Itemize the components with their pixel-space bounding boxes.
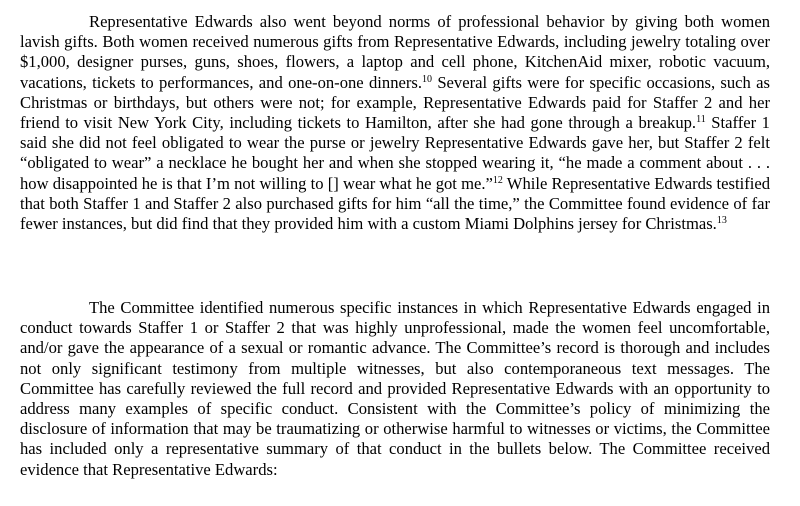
paragraph-text: Representative Edwards also went beyond norms of professional behavior by giving both women lavish gifts. Both women received numerous gifts from Representative Edwards, including jewelry totaling over $1,000, designer purses, guns, shoes, flowers, a laptop and cell phone, KitchenAid mixer, robotic vacuum, vacations, tickets to performances, and one-on-one dinners.	[20, 12, 770, 92]
paragraph-text: The Committee identified numerous specific instances in which Representative Edwards engaged in conduct towards Staffer 1 or Staffer 2 that was highly unprofessional, made the women feel uncomfortable, and/or gave the appearance of a sexual or romantic advance. The Committee’s record is thorough and includes not only significant testimony from multiple witnesses, but also contemporaneous text messages. The Committee has carefully reviewed the full record and provided Representative Edwards with an opportunity to address many examples of specific conduct. Consistent with the Committee’s policy of minimizing the disclosure of information that may be traumatizing or otherwise harmful to witnesses or victims, the Committee has included only a representative summary of that conduct in the bullets below. The Committee received evidence that Representative Edwards:	[20, 298, 770, 479]
paragraph-text: Staffer 1 said she did not feel obligated to wear the purse or jewelry Representative Edwards gave her, but Staffer 2 felt “obligated to wear” a necklace he bought her and when she stopped wearing it, “he made a comment about . . . how disappointed he is that I’m not willing to [] wear what he got me.”	[20, 113, 770, 193]
paragraph-text: While Representative Edwards testified that both Staffer 1 and Staffer 2 also purchased gifts for him “all the time,” the Committee found evidence of far fewer instances, but did find that they provided him with a custom Miami Dolphins jersey for Christmas.	[20, 173, 770, 234]
footnote-ref-10: 10	[422, 73, 432, 85]
footnote-ref-11: 11	[696, 114, 706, 126]
paragraph-text: Several gifts were for specific occasions, such as Christmas or birthdays, but others were not; for example, Representative Edwards paid for Staffer 2 and her friend to visit New York City, including tickets to Hamilton, after she had gone through a breakup.	[20, 72, 771, 133]
paragraph-conduct	[20, 298, 770, 480]
footnote-ref-12: 12	[492, 174, 503, 186]
footnote-ref-13: 13	[716, 215, 727, 227]
paragraph-gifts	[20, 12, 770, 234]
